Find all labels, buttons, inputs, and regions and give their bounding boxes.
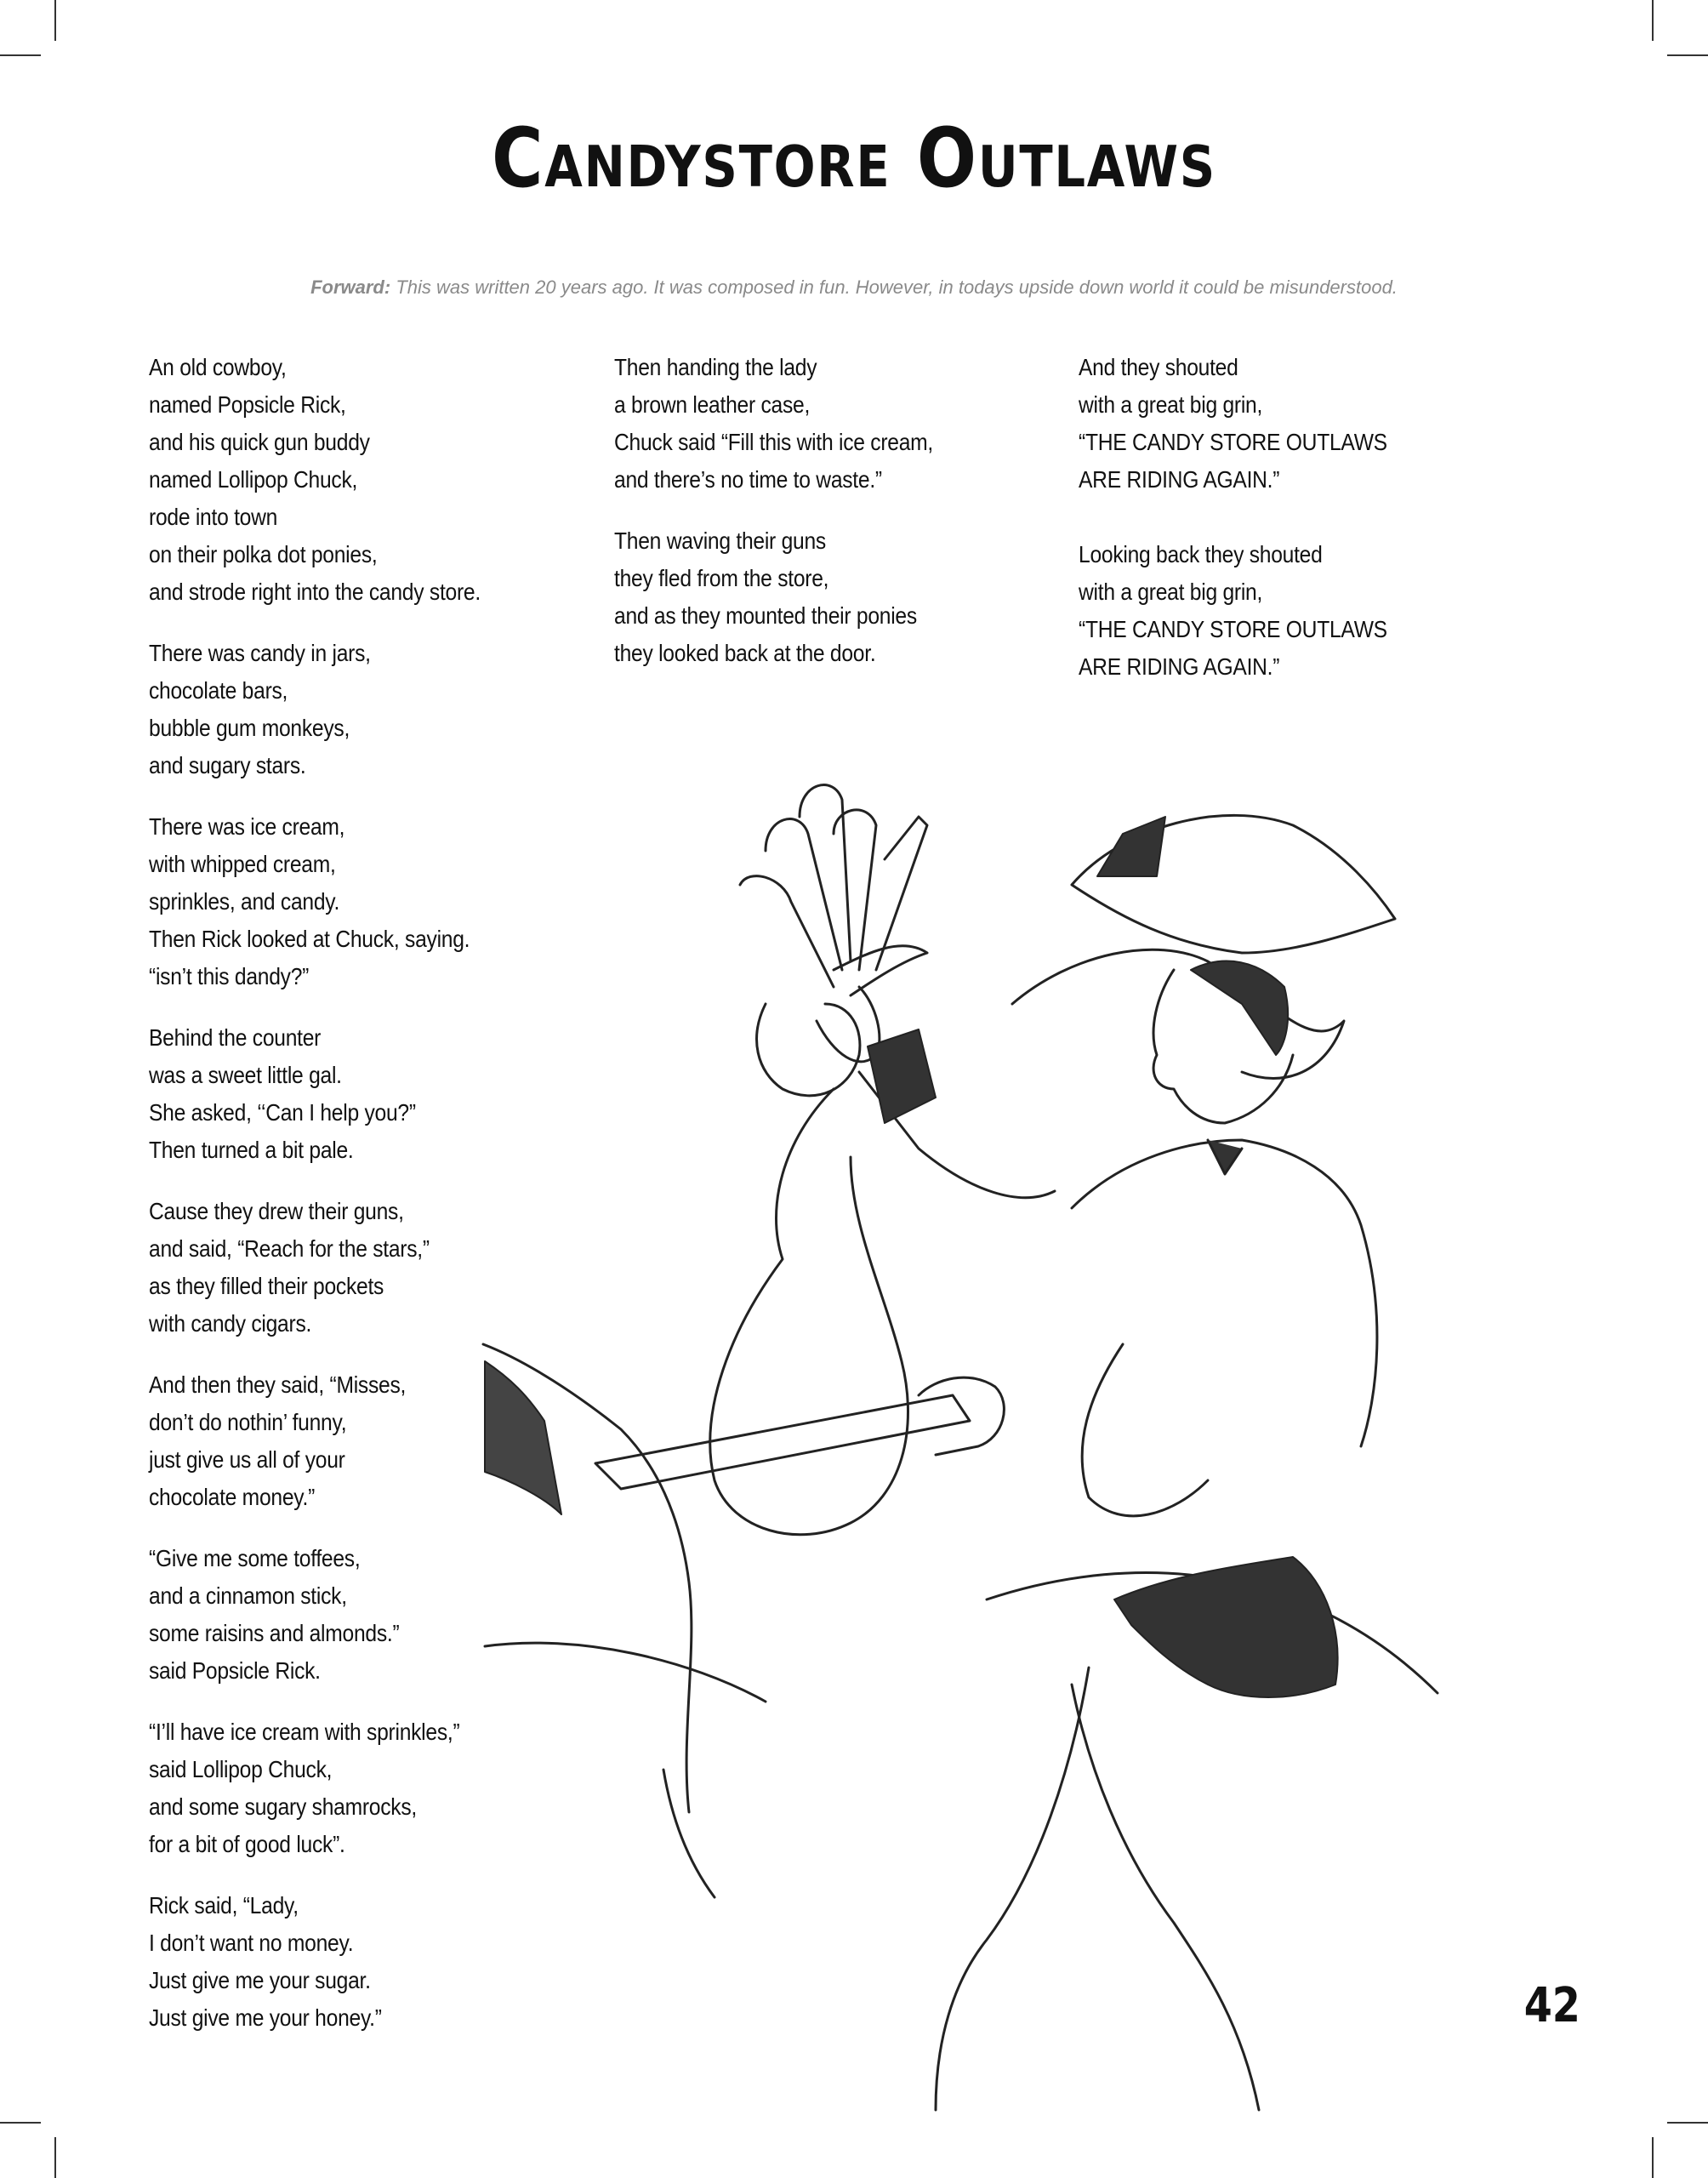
poem-line: ARE RIDING AGAIN.” bbox=[1079, 653, 1280, 680]
crop-mark-bottom-right-v bbox=[1652, 2137, 1654, 2178]
hat-band bbox=[1097, 817, 1165, 876]
crop-mark-top-left-h bbox=[0, 54, 41, 56]
rider-leg bbox=[1072, 1685, 1259, 2110]
poem-line: “THE CANDY STORE OUTLAWS bbox=[1079, 429, 1387, 455]
cowboy-hat-brim bbox=[1012, 949, 1344, 1078]
cowboy-hat-crown bbox=[1072, 815, 1395, 953]
poem-line: they fled from the store, bbox=[614, 565, 829, 591]
poem-line: Just give me your sugar. bbox=[149, 1967, 371, 1993]
poem-line: Then turned a bit pale. bbox=[149, 1137, 354, 1163]
poem-line: Just give me your honey.” bbox=[149, 2004, 382, 2031]
poem-column-2 bbox=[614, 349, 976, 696]
poem-line: said Lollipop Chuck, bbox=[149, 1756, 333, 1782]
candy-cane-5 bbox=[740, 876, 834, 987]
poem-line: Rick said, “Lady, bbox=[149, 1892, 299, 1919]
poem-line: as they filled their pockets bbox=[149, 1273, 384, 1299]
poem-line: “isn’t this dandy?” bbox=[149, 963, 310, 989]
poem-line: And they shouted bbox=[1079, 354, 1238, 380]
stanza bbox=[149, 349, 526, 611]
poem-line: named Lollipop Chuck, bbox=[149, 466, 358, 493]
poem-line: chocolate money.” bbox=[149, 1484, 316, 1510]
belt bbox=[1114, 1557, 1338, 1697]
poem-line: Then Rick looked at Chuck, saying. bbox=[149, 926, 470, 952]
candy-cane-3 bbox=[834, 810, 876, 970]
poem-line: for a bit of good luck”. bbox=[149, 1831, 345, 1857]
page-number: 42 bbox=[1523, 1978, 1580, 2033]
poem-line: Behind the counter bbox=[149, 1024, 322, 1051]
stanza bbox=[149, 1366, 526, 1516]
poem-line: “THE CANDY STORE OUTLAWS bbox=[1079, 616, 1387, 642]
horse-leg-back bbox=[936, 1668, 1089, 2110]
poem-line: And then they said, “Misses, bbox=[149, 1371, 407, 1398]
poem-line: bubble gum monkeys, bbox=[149, 715, 350, 741]
forward-note bbox=[0, 277, 1708, 299]
poem-line: some raisins and almonds.” bbox=[149, 1620, 400, 1646]
horse-back-line bbox=[485, 1643, 766, 1702]
stanza bbox=[614, 522, 976, 672]
stanza bbox=[149, 1887, 526, 2037]
poem-line: and sugary stars. bbox=[149, 752, 306, 778]
poem-line: and as they mounted their ponies bbox=[614, 602, 917, 629]
stanza bbox=[149, 1019, 526, 1169]
horse-leg-front bbox=[663, 1770, 715, 1897]
poem-line: rode into town bbox=[149, 504, 278, 530]
poem-line: and strode right into the candy store. bbox=[149, 579, 481, 605]
crop-mark-bottom-left-v bbox=[54, 2137, 56, 2178]
poem-line: ARE RIDING AGAIN.” bbox=[1079, 466, 1280, 493]
poem-line: and said, “Reach for the stars,” bbox=[149, 1235, 430, 1262]
poem-line: and some sugary shamrocks, bbox=[149, 1793, 417, 1820]
poem-line: She asked, ‘‘Can I help you?” bbox=[149, 1099, 416, 1126]
candy-cane-1 bbox=[766, 819, 842, 970]
poem-line: with a great big grin, bbox=[1079, 391, 1263, 418]
banana bbox=[834, 946, 927, 995]
cowboy-illustration bbox=[476, 749, 1667, 2127]
poem-line: chocolate bars, bbox=[149, 677, 288, 704]
stanza bbox=[1079, 536, 1429, 686]
poem-line: they looked back at the door. bbox=[614, 640, 876, 666]
poem-line: and his quick gun buddy bbox=[149, 429, 370, 455]
gun bbox=[595, 1395, 970, 1489]
poem-line: was a sweet little gal. bbox=[149, 1062, 342, 1088]
stanza bbox=[149, 808, 526, 995]
poem-line: Chuck said “Fill this with ice cream, bbox=[614, 429, 934, 455]
poem-line: Then waving their guns bbox=[614, 527, 826, 554]
page-title: Candystore Outlaws bbox=[491, 111, 1217, 206]
poem-line: with a great big grin, bbox=[1079, 579, 1263, 605]
poem-line: Then handing the lady bbox=[614, 354, 817, 380]
poem-column-3 bbox=[1079, 349, 1429, 710]
forward-text: This was written 20 years ago. It was composed in fun. However, in todays upside down world it could be misunderstood. bbox=[390, 277, 1398, 298]
poem-line: don’t do nothin’ funny, bbox=[149, 1409, 347, 1435]
candy-bag bbox=[710, 1089, 908, 1535]
wrist-cuff bbox=[868, 1029, 936, 1123]
right-arm bbox=[1082, 1344, 1208, 1516]
shirt bbox=[1072, 1140, 1377, 1446]
poem-line: An old cowboy, bbox=[149, 354, 287, 380]
poem-line: just give us all of your bbox=[149, 1446, 345, 1473]
poem-line: on their polka dot ponies, bbox=[149, 541, 378, 567]
forward-lead: Forward: bbox=[310, 277, 391, 298]
poem-line: and there’s no time to waste.” bbox=[614, 466, 882, 493]
poem-line: “I’ll have ice cream with sprinkles,” bbox=[149, 1719, 460, 1745]
poem-line: I don’t want no money. bbox=[149, 1930, 354, 1956]
crop-mark-bottom-left-h bbox=[0, 2122, 41, 2124]
poem-line: There was candy in jars, bbox=[149, 640, 371, 666]
crop-mark-top-left-v bbox=[54, 0, 56, 41]
poem-line: “Give me some toffees, bbox=[149, 1545, 361, 1571]
poem-column-1 bbox=[149, 349, 526, 2061]
collar bbox=[1208, 1140, 1242, 1174]
poem-line: named Popsicle Rick, bbox=[149, 391, 346, 418]
stanza bbox=[1079, 349, 1429, 499]
poem-line: with candy cigars. bbox=[149, 1310, 312, 1337]
left-hand bbox=[757, 1004, 860, 1096]
crop-mark-top-right-v bbox=[1652, 0, 1654, 41]
crop-mark-top-right-h bbox=[1667, 54, 1708, 56]
stanza bbox=[614, 349, 976, 499]
poem-line: a brown leather case, bbox=[614, 391, 811, 418]
stanza bbox=[149, 1193, 526, 1343]
poem-line: and a cinnamon stick, bbox=[149, 1582, 347, 1609]
poem-line: sprinkles, and candy. bbox=[149, 888, 340, 915]
stanza bbox=[149, 1540, 526, 1690]
hair bbox=[1191, 961, 1288, 1055]
poem-line: Looking back they shouted bbox=[1079, 541, 1323, 567]
poem-line: Cause they drew their guns, bbox=[149, 1198, 404, 1224]
stanza bbox=[149, 1713, 526, 1863]
poem-line: said Popsicle Rick. bbox=[149, 1657, 321, 1684]
crop-mark-bottom-right-h bbox=[1667, 2122, 1708, 2124]
gun-hand bbox=[919, 1377, 1004, 1455]
poem-line: There was ice cream, bbox=[149, 813, 345, 840]
stanza bbox=[149, 635, 526, 784]
poem-line: with whipped cream, bbox=[149, 851, 336, 877]
